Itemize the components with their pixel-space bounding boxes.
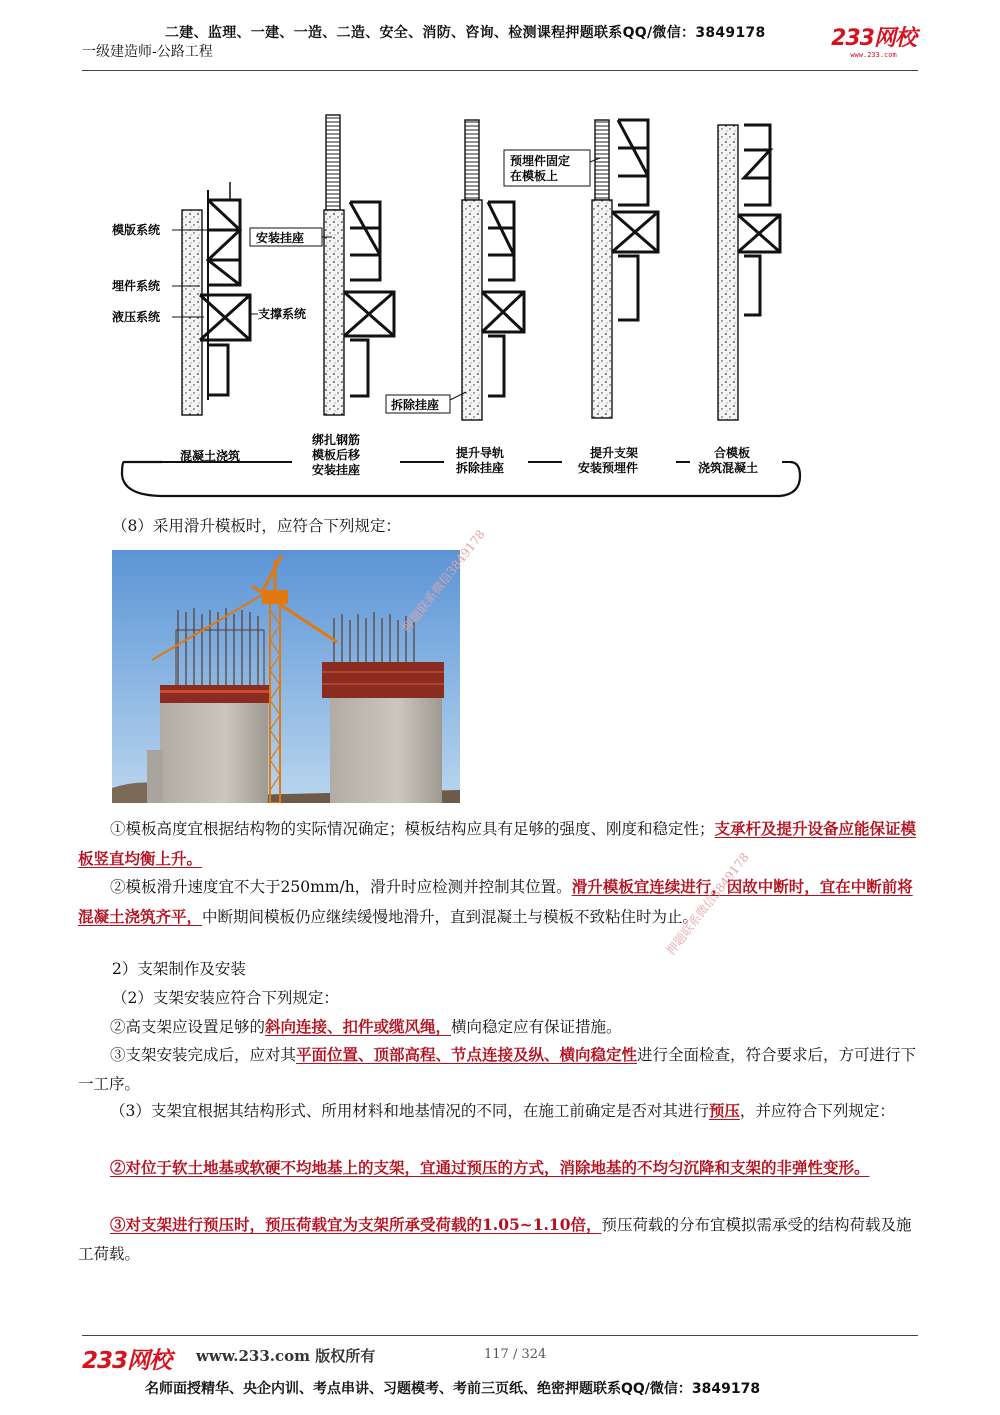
paragraph-8: （8）采用滑升模板时，应符合下列规定： [112,517,401,535]
paragraph-preload-amount: ③对支架进行预压时，预压荷载宜为支架所承受荷载的1.05~1.10倍，预压荷载的分布宜模拟需承受的结构荷载及施工荷载。 [78,1215,912,1263]
footer-rule [82,1335,918,1336]
svg-text:拆除挂座: 拆除挂座 [456,461,505,475]
label-embed-fixed-line2: 在模板上 [510,169,559,183]
svg-text:安装预埋件: 安装预埋件 [578,461,639,475]
header-logo [831,28,916,59]
step-2 [312,432,361,477]
header-logo-text: 233网校 [831,26,916,51]
stage-4-figure [592,120,658,418]
footer-copyright: www.233.com 版权所有 [196,1347,376,1365]
step-1 [180,448,240,463]
stage-2-figure [324,115,394,415]
step-3 [456,445,504,475]
paragraph-soft-foundation: ②对位于软土地基或软硬不均地基上的支架，宜通过预压的方式，消除地基的不均匀沉降和支架的非弹性变形。 [110,1158,870,1177]
svg-text:混凝土浇筑: 混凝土浇筑 [180,449,241,463]
section-support-fabrication: 2）支架制作及安装 [112,960,246,978]
svg-text:浇筑混凝土: 浇筑混凝土 [698,461,759,475]
paragraph-formwork-height: ①模板高度宜根据结构物的实际情况确定；模板结构应具有足够的强度、刚度和稳定性；支承杆及提升设备应能保证模板竖直均衡上升。 [78,819,917,868]
paragraph-support-install: （2）支架安装应符合下列规定： [112,989,339,1007]
header-subtitle: 一级建造师-公路工程 [82,44,213,60]
footer-bottom-line: 名师面授精华、央企内训、考点串讲、习题模考、考前三页纸、绝密押题联系QQ/微信：3849178 [145,1381,761,1397]
header-top-line: 二建、监理、一建、一造、二造、安全、消防、咨询、检测课程押题联系QQ/微信：3849178 [165,25,766,41]
header-rule [82,70,918,71]
slipform-construction-photo [112,550,460,803]
label-remove-seat: 拆除挂座 [391,398,440,412]
label-support-system: 支撑系统 [258,307,307,321]
svg-text:模板后移: 模板后移 [312,448,361,462]
label-hydraulic-system: 液压系统 [112,310,161,324]
label-install-seat: 安装挂座 [256,231,305,245]
svg-text:提升导轨: 提升导轨 [456,446,505,460]
paragraph-preloading: （3）支架宜根据其结构形式、所用材料和地基情况的不同，在施工前确定是否对其进行预压，并应符合下列规定： [110,1101,895,1120]
header-logo-url: www.233.com [850,51,897,59]
climbing-formwork-diagram [100,100,820,510]
svg-text:合模板: 合模板 [714,446,751,460]
label-embedded-system: 埋件系统 [112,279,161,293]
label-formwork-system: 模版系统 [112,223,161,237]
watermark: 押题联系微信3849178 [399,527,488,635]
label-embed-fixed-line1: 预埋件固定 [510,154,571,168]
page-number: 117 / 324 [484,1347,547,1362]
svg-text:绑扎钢筋: 绑扎钢筋 [312,433,361,447]
stage-5-figure [718,125,780,420]
footer-logo: 233网校 [82,1348,172,1374]
step-5 [698,445,758,475]
paragraph-slipform-speed: ②模板滑升速度宜不大于250mm/h，滑升时应检测并控制其位置。滑升模板宜连续进行，因故中断时，宜在中断前将混凝土浇筑齐平，中断期间模板仍应继续缓慢地滑升，直到混凝土与模板不致粘住时为止。 [78,877,913,926]
paragraph-support-inspection: ③支架安装完成后，应对其平面位置、顶部高程、节点连接及纵、横向稳定性进行全面检查，符合要求后，方可进行下一工序。 [78,1045,917,1093]
paragraph-high-support: ②高支架应设置足够的斜向连接、扣件或缆风绳，横向稳定应有保证措施。 [110,1017,622,1036]
stage-1-figure [182,182,250,415]
svg-text:提升支架: 提升支架 [590,446,639,460]
svg-text:安装挂座: 安装挂座 [312,463,361,477]
step-4 [578,445,638,475]
watermark: 押题联系微信3849178 [663,850,752,958]
